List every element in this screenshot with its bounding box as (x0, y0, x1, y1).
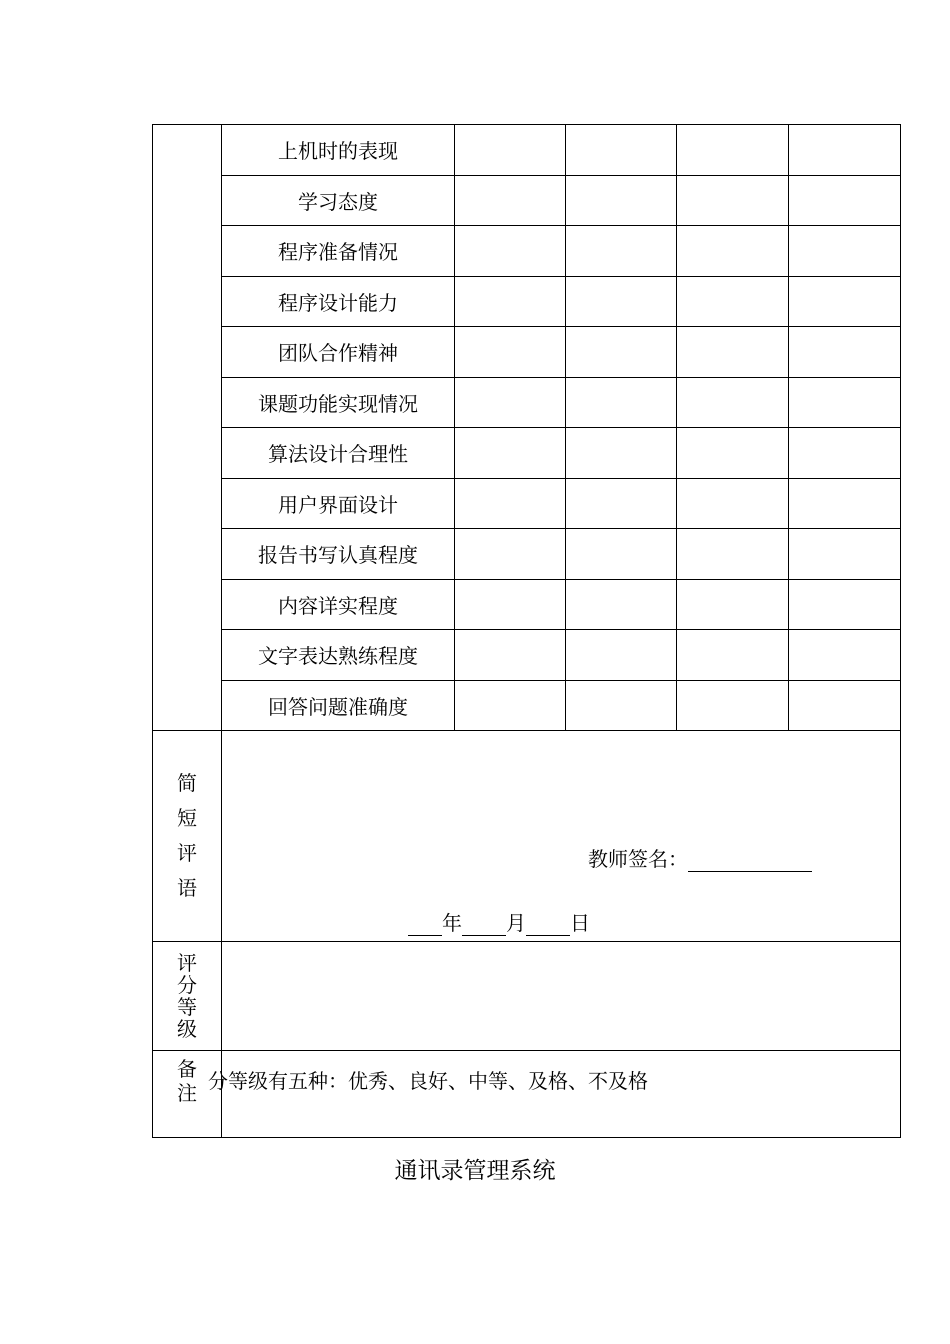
score-cell (677, 125, 789, 176)
score-cell (566, 579, 677, 630)
criteria-row (153, 327, 901, 378)
criteria-row (153, 529, 901, 580)
score-cell (566, 276, 677, 327)
score-cell (566, 377, 677, 428)
score-cell (677, 327, 789, 378)
criteria-row (153, 175, 901, 226)
criteria-row (153, 680, 901, 731)
criterion-label: 算法设计合理性 (222, 428, 455, 479)
score-cell (789, 377, 901, 428)
score-cell (455, 226, 566, 277)
note-text: 分等级有五种：优秀、良好、中等、及格、不及格 (208, 1069, 648, 1093)
comments-cell (222, 731, 901, 942)
criterion-label: 用户界面设计 (222, 478, 455, 529)
criteria-row (153, 377, 901, 428)
score-cell (455, 529, 566, 580)
score-cell (455, 428, 566, 479)
score-cell (455, 680, 566, 731)
criteria-row (153, 226, 901, 277)
score-cell (677, 630, 789, 681)
score-cell (677, 529, 789, 580)
score-cell (677, 428, 789, 479)
score-cell (789, 327, 901, 378)
year-label: 年 (442, 911, 462, 935)
date-line (408, 907, 590, 936)
score-cell (789, 125, 901, 176)
score-cell (455, 377, 566, 428)
score-cell (455, 579, 566, 630)
score-cell (566, 125, 677, 176)
month-label: 月 (506, 911, 526, 935)
month-blank[interactable] (462, 915, 506, 936)
criterion-label: 回答问题准确度 (222, 680, 455, 731)
score-cell (566, 478, 677, 529)
criteria-row (153, 125, 901, 176)
score-cell (789, 428, 901, 479)
score-cell (789, 175, 901, 226)
note-label-cell (153, 1051, 222, 1138)
day-label: 日 (570, 911, 590, 935)
score-cell (677, 478, 789, 529)
criteria-body (153, 125, 901, 1138)
signature-label: 教师签名： (588, 847, 688, 871)
comments-row (153, 731, 901, 942)
comments-label: 简短评语 (177, 771, 197, 900)
score-cell (789, 579, 901, 630)
score-cell (566, 226, 677, 277)
score-cell (566, 529, 677, 580)
grade-cell (222, 942, 901, 1051)
footer-title: 通讯录管理系统 (394, 1158, 556, 1184)
score-cell (677, 680, 789, 731)
note-cell (208, 1051, 901, 1138)
criterion-label: 课题功能实现情况 (222, 377, 455, 428)
criterion-label: 文字表达熟练程度 (222, 630, 455, 681)
year-blank[interactable] (408, 915, 442, 936)
criteria-row (153, 276, 901, 327)
score-cell (455, 175, 566, 226)
score-cell (789, 478, 901, 529)
score-cell (455, 630, 566, 681)
comments-label-cell (153, 731, 222, 942)
grade-label-cell (153, 942, 222, 1051)
criteria-row (153, 630, 901, 681)
score-cell (789, 630, 901, 681)
criterion-label: 上机时的表现 (222, 125, 455, 176)
score-cell (677, 579, 789, 630)
criteria-row (153, 478, 901, 529)
criteria-row (153, 579, 901, 630)
score-cell (455, 125, 566, 176)
score-cell (677, 226, 789, 277)
score-cell (789, 680, 901, 731)
score-cell (566, 175, 677, 226)
signature-blank[interactable] (688, 849, 812, 872)
score-cell (455, 276, 566, 327)
score-cell (455, 478, 566, 529)
score-cell (566, 680, 677, 731)
criterion-label: 内容详实程度 (222, 579, 455, 630)
score-cell (566, 428, 677, 479)
score-cell (677, 276, 789, 327)
comments-box (222, 731, 900, 941)
score-cell (677, 377, 789, 428)
score-cell (566, 327, 677, 378)
score-cell (566, 630, 677, 681)
criterion-label: 程序设计能力 (222, 276, 455, 327)
score-cell (789, 276, 901, 327)
criterion-label: 团队合作精神 (222, 327, 455, 378)
criterion-label: 报告书写认真程度 (222, 529, 455, 580)
note-label: 备注 (177, 1057, 197, 1105)
criteria-group-cell (153, 125, 222, 731)
evaluation-table (152, 124, 901, 1138)
score-cell (677, 175, 789, 226)
note-row (153, 1051, 901, 1138)
score-cell (455, 327, 566, 378)
criterion-label: 程序准备情况 (222, 226, 455, 277)
grade-row (153, 942, 901, 1051)
note-label-box (153, 1051, 221, 1137)
criterion-label: 学习态度 (222, 175, 455, 226)
day-blank[interactable] (526, 915, 570, 936)
score-cell (789, 226, 901, 277)
note-box (208, 1051, 900, 1137)
teacher-signature-line (588, 843, 812, 872)
grade-label: 评分等级 (177, 951, 197, 1041)
criteria-row (153, 428, 901, 479)
score-cell (789, 529, 901, 580)
